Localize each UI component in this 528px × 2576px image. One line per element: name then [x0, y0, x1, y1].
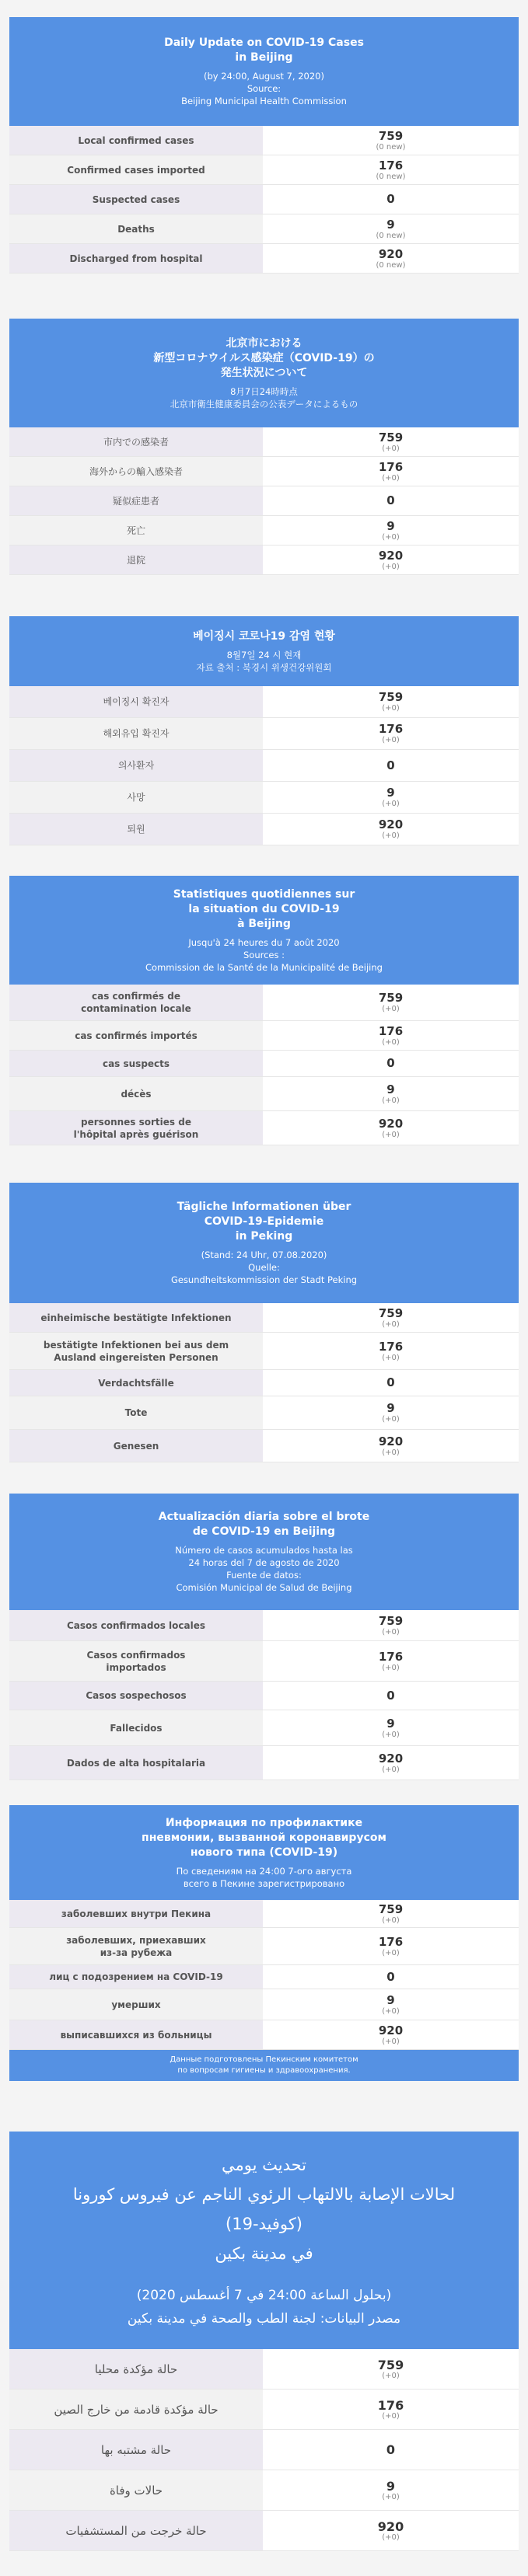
row-number: 920 [378, 2023, 404, 2037]
section-title: 베이징시 코로나19 감염 현황 [193, 629, 335, 643]
row-number: 0 [386, 758, 395, 772]
row-label: décès [9, 1077, 263, 1110]
row-change: (+0) [382, 704, 400, 713]
row-label: Fallecidos [9, 1710, 263, 1745]
stats-table [9, 1900, 519, 2050]
row-number: 176 [378, 1339, 404, 1354]
table-row [9, 427, 519, 457]
section-ar [9, 2132, 519, 2551]
row-number: 0 [386, 1688, 395, 1703]
row-label: 死亡 [9, 516, 263, 545]
section-title: Statistiques quotidiennes sur la situation du COVID-19 à Beijing [173, 887, 355, 930]
row-value [263, 814, 519, 845]
row-change: (+0) [382, 1730, 400, 1739]
row-label: حالات وفاة [9, 2470, 263, 2510]
table-row [9, 718, 519, 750]
table-row [9, 546, 519, 575]
row-value [263, 516, 519, 545]
row-value [263, 185, 519, 214]
row-label: cas confirmés importés [9, 1021, 263, 1050]
row-number: 176 [377, 2397, 404, 2413]
table-row [9, 1430, 519, 1462]
section-subtitle: (بحلول الساعة 24:00 في 7 أغسطس 2020) مصدر البيانات: لجنة الطب والصحة في مدينة بكين [127, 2288, 401, 2327]
row-change: (0 new) [376, 142, 406, 152]
stats-table [9, 1610, 519, 1780]
table-row [9, 1051, 519, 1077]
row-label: Genesen [9, 1430, 263, 1462]
table-row [9, 214, 519, 244]
row-value [263, 126, 519, 155]
section-ru [9, 1805, 519, 2081]
row-number: 0 [386, 1375, 395, 1389]
row-value [263, 686, 519, 717]
section-es [9, 1494, 519, 1780]
row-number: 920 [378, 817, 404, 831]
row-label: Discharged from hospital [9, 244, 263, 273]
row-number: 0 [386, 192, 395, 206]
row-number: 9 [386, 518, 395, 533]
row-change: (+0) [382, 473, 400, 483]
row-value [263, 1370, 519, 1396]
section-de [9, 1183, 519, 1462]
row-change: (+0) [382, 1096, 400, 1105]
section-subtitle: 8月7日24時時点 北京市衛生健康委員会の公表データによるもの [170, 385, 358, 410]
row-change: (+0) [382, 1130, 400, 1139]
section-title: Actualización diaria sobre el brote de COVID-19 en Beijing [158, 1511, 370, 1538]
row-number: 759 [378, 430, 404, 444]
row-label: Casos sospechosos [9, 1682, 263, 1710]
row-value [263, 1111, 519, 1145]
row-number: 759 [378, 128, 404, 143]
table-row [9, 1746, 519, 1780]
section-header [9, 616, 519, 686]
row-label: حالة مؤكدة قادمة من خارج الصين [9, 2390, 263, 2429]
table-row [9, 185, 519, 214]
table-row [9, 1303, 519, 1333]
stats-table [9, 686, 519, 845]
table-row [9, 126, 519, 155]
row-label: حالة مشتبه بها [9, 2430, 263, 2470]
row-change: (+0) [382, 736, 400, 744]
row-change: (+0) [382, 2006, 400, 2016]
row-number: 920 [378, 1116, 404, 1131]
section-subtitle: (by 24:00, August 7, 2020) Source: Beijing Municipal Health Commission [181, 71, 347, 106]
row-label: cas suspects [9, 1051, 263, 1076]
row-change: (+0) [382, 1627, 400, 1637]
row-value [263, 1303, 519, 1332]
row-value [263, 457, 519, 486]
row-value [263, 1900, 519, 1927]
section-subtitle: 8월7일 24 시 현재 자료 출처 : 북경시 위생건강위원회 [196, 649, 332, 673]
row-label: 疑似症患者 [9, 486, 263, 515]
table-row [9, 1989, 519, 2020]
row-label: выписавшихся из больницы [9, 2020, 263, 2049]
section-title: Tägliche Informationen über COVID-19-Epidemie in Peking [177, 1201, 351, 1243]
table-row [9, 2470, 519, 2511]
row-change: (+0) [382, 1353, 400, 1362]
table-row [9, 1682, 519, 1710]
row-change: (+0) [382, 1663, 400, 1672]
stats-table [9, 126, 519, 274]
row-number: 759 [378, 991, 404, 1005]
row-label: 해외유입 확진자 [9, 718, 263, 749]
section-header [9, 876, 519, 985]
row-number: 920 [378, 1751, 404, 1766]
table-row [9, 1900, 519, 1928]
row-value [263, 1051, 519, 1076]
table-row [9, 2390, 519, 2430]
table-row [9, 686, 519, 718]
row-label: 市内での感染者 [9, 427, 263, 456]
row-value [263, 1021, 519, 1050]
row-number: 9 [386, 217, 395, 232]
row-number: 920 [378, 246, 404, 261]
row-change: (+0) [382, 1037, 400, 1047]
row-value [263, 1746, 519, 1779]
table-row [9, 1370, 519, 1396]
section-ko [9, 616, 519, 845]
row-change: (0 new) [376, 231, 406, 240]
row-number: 9 [386, 786, 395, 800]
row-value [263, 2020, 519, 2049]
section-subtitle: (Stand: 24 Uhr, 07.08.2020) Quelle: Gesundheitskommission der Stadt Peking [170, 1250, 358, 1285]
row-number: 759 [378, 1613, 404, 1628]
row-change: (+0) [382, 1948, 400, 1957]
row-number: 9 [386, 1716, 395, 1731]
row-change: (+0) [382, 2492, 400, 2501]
row-label: 퇴원 [9, 814, 263, 845]
row-value [263, 1710, 519, 1745]
row-value [263, 1077, 519, 1110]
row-label: Tote [9, 1396, 263, 1429]
row-label: лиц с подозрением на COVID-19 [9, 1965, 263, 1989]
row-value [263, 1610, 519, 1640]
row-number: 176 [378, 1023, 404, 1038]
table-row [9, 244, 519, 274]
table-row [9, 1641, 519, 1682]
row-label: einheimische bestätigte Infektionen [9, 1303, 263, 1332]
row-label: 사망 [9, 782, 263, 813]
table-row [9, 782, 519, 814]
row-label: cas confirmés de contamination locale [9, 985, 263, 1020]
section-subtitle: По сведениям на 24:00 7-ого августа всего в Пекине зарегистрировано [176, 1865, 352, 1889]
table-row [9, 2349, 519, 2390]
table-row [9, 985, 519, 1021]
row-number: 0 [386, 1969, 395, 1984]
table-row [9, 1021, 519, 1051]
row-change: (+0) [382, 1915, 400, 1925]
stats-table [9, 1303, 519, 1462]
table-row [9, 2511, 519, 2551]
row-value [263, 546, 519, 574]
table-row [9, 486, 519, 516]
row-change: (+0) [382, 2532, 400, 2542]
row-number: 9 [386, 2478, 396, 2494]
row-number: 176 [378, 158, 404, 173]
table-row [9, 1965, 519, 1989]
table-row [9, 1610, 519, 1641]
row-change: (+0) [382, 2037, 400, 2046]
section-en [9, 17, 519, 274]
row-change: (+0) [382, 1448, 400, 1457]
row-label: حالة خرجت من المستشفيات [9, 2511, 263, 2550]
table-row [9, 1077, 519, 1111]
row-value [263, 2511, 519, 2550]
row-label: Casos confirmados locales [9, 1610, 263, 1640]
row-number: 920 [378, 548, 404, 563]
table-row [9, 1396, 519, 1430]
row-label: Local confirmed cases [9, 126, 263, 155]
row-value [263, 1965, 519, 1989]
row-number: 759 [378, 1901, 404, 1916]
row-label: 海外からの輸入感染者 [9, 457, 263, 486]
table-row [9, 516, 519, 546]
row-label: حالة مؤكدة محليا [9, 2349, 263, 2389]
row-change: (+0) [382, 2371, 400, 2380]
row-number: 176 [378, 1649, 404, 1664]
row-label: Confirmed cases imported [9, 155, 263, 184]
section-title: Информация по профилактике пневмонии, вызванной коронавирусом нового типа (COVID-19) [142, 1816, 386, 1859]
section-header [9, 1805, 519, 1900]
row-value [263, 985, 519, 1020]
row-number: 0 [386, 2442, 396, 2457]
row-change: (0 new) [376, 172, 406, 181]
row-label: Verdachtsfälle [9, 1370, 263, 1396]
table-row [9, 1928, 519, 1965]
row-change: (+0) [382, 1005, 400, 1013]
row-change: (0 new) [376, 260, 406, 270]
row-value [263, 1928, 519, 1964]
row-value [263, 427, 519, 456]
table-row [9, 814, 519, 845]
row-label: Suspected cases [9, 185, 263, 214]
row-change: (+0) [382, 1765, 400, 1774]
row-value [263, 718, 519, 749]
row-label: 退院 [9, 546, 263, 574]
row-number: 9 [386, 1082, 395, 1096]
table-row [9, 1111, 519, 1145]
stats-table [9, 2349, 519, 2551]
row-value [263, 2390, 519, 2429]
row-value [263, 486, 519, 515]
stats-table [9, 427, 519, 575]
table-row [9, 2430, 519, 2470]
row-value [263, 1333, 519, 1369]
row-change: (+0) [382, 1319, 400, 1329]
row-value [263, 214, 519, 243]
row-value [263, 2470, 519, 2510]
table-row [9, 155, 519, 185]
row-label: Dados de alta hospitalaria [9, 1746, 263, 1779]
row-value [263, 782, 519, 813]
row-number: 759 [377, 2357, 404, 2372]
row-number: 0 [386, 493, 395, 507]
row-label: заболевших внутри Пекина [9, 1900, 263, 1927]
row-label: умерших [9, 1989, 263, 2020]
row-number: 176 [378, 722, 404, 736]
row-change: (+0) [382, 444, 400, 453]
section-header [9, 17, 519, 126]
section-subtitle: Jusqu'à 24 heures du 7 août 2020 Sources : Commission de la Santé de la Municipalité de Beijing [145, 936, 383, 973]
row-value [263, 244, 519, 273]
row-number: 176 [378, 459, 404, 474]
row-value [263, 1396, 519, 1429]
row-change: (+0) [382, 1415, 400, 1424]
table-row [9, 457, 519, 486]
row-label: Deaths [9, 214, 263, 243]
row-change: (+0) [382, 2411, 400, 2421]
table-row [9, 2020, 519, 2050]
row-number: 759 [378, 690, 404, 704]
section-footer: Данные подготовлены Пекинским комитетом по вопросам гигиены и здравоохранения. [9, 2050, 519, 2081]
section-ja [9, 319, 519, 575]
section-title: 北京市における 新型コロナウイルス感染症（COVID-19）の 発生状況について [153, 336, 375, 379]
row-change: (+0) [382, 800, 400, 808]
row-number: 9 [386, 1992, 395, 2007]
row-number: 920 [377, 2518, 404, 2534]
row-number: 759 [378, 1305, 404, 1320]
row-label: personnes sorties de l'hôpital après guérison [9, 1111, 263, 1145]
section-header [9, 319, 519, 427]
row-value [263, 2430, 519, 2470]
row-change: (+0) [382, 562, 400, 571]
row-number: 0 [386, 1056, 395, 1070]
table-row [9, 750, 519, 782]
row-label: заболевших, приехавших из-за рубежа [9, 1928, 263, 1964]
row-value [263, 1682, 519, 1710]
section-header [9, 2132, 519, 2349]
table-row [9, 1333, 519, 1370]
row-value [263, 2349, 519, 2389]
row-label: 의사환자 [9, 750, 263, 781]
row-change: (+0) [382, 831, 400, 840]
row-label: Casos confirmados importados [9, 1641, 263, 1681]
row-value [263, 155, 519, 184]
section-header [9, 1183, 519, 1303]
row-value [263, 750, 519, 781]
row-number: 9 [386, 1401, 395, 1415]
section-fr [9, 876, 519, 1145]
row-value [263, 1430, 519, 1462]
row-value [263, 1641, 519, 1681]
section-subtitle: Número de casos acumulados hasta las 24 horas del 7 de agosto de 2020 Fuente de datos: Comisión Municipal de Salud de Beijing [175, 1545, 353, 1593]
section-title: Daily Update on COVID-19 Cases in Beijing [164, 37, 364, 64]
stats-table [9, 985, 519, 1145]
row-label: bestätigte Infektionen bei aus dem Ausland eingereisten Personen [9, 1333, 263, 1369]
row-change: (+0) [382, 532, 400, 542]
row-value [263, 1989, 519, 2020]
section-title: تحديث يومي لحالات الإصابة بالالتهاب الرئوي الناجم عن فيروس كورونا (كوفيد-19) في مدينة بكين [72, 2156, 456, 2263]
table-row [9, 1710, 519, 1746]
row-label: 베이징시 확진자 [9, 686, 263, 717]
section-header [9, 1494, 519, 1610]
row-number: 920 [378, 1434, 404, 1448]
row-number: 176 [378, 1934, 404, 1949]
